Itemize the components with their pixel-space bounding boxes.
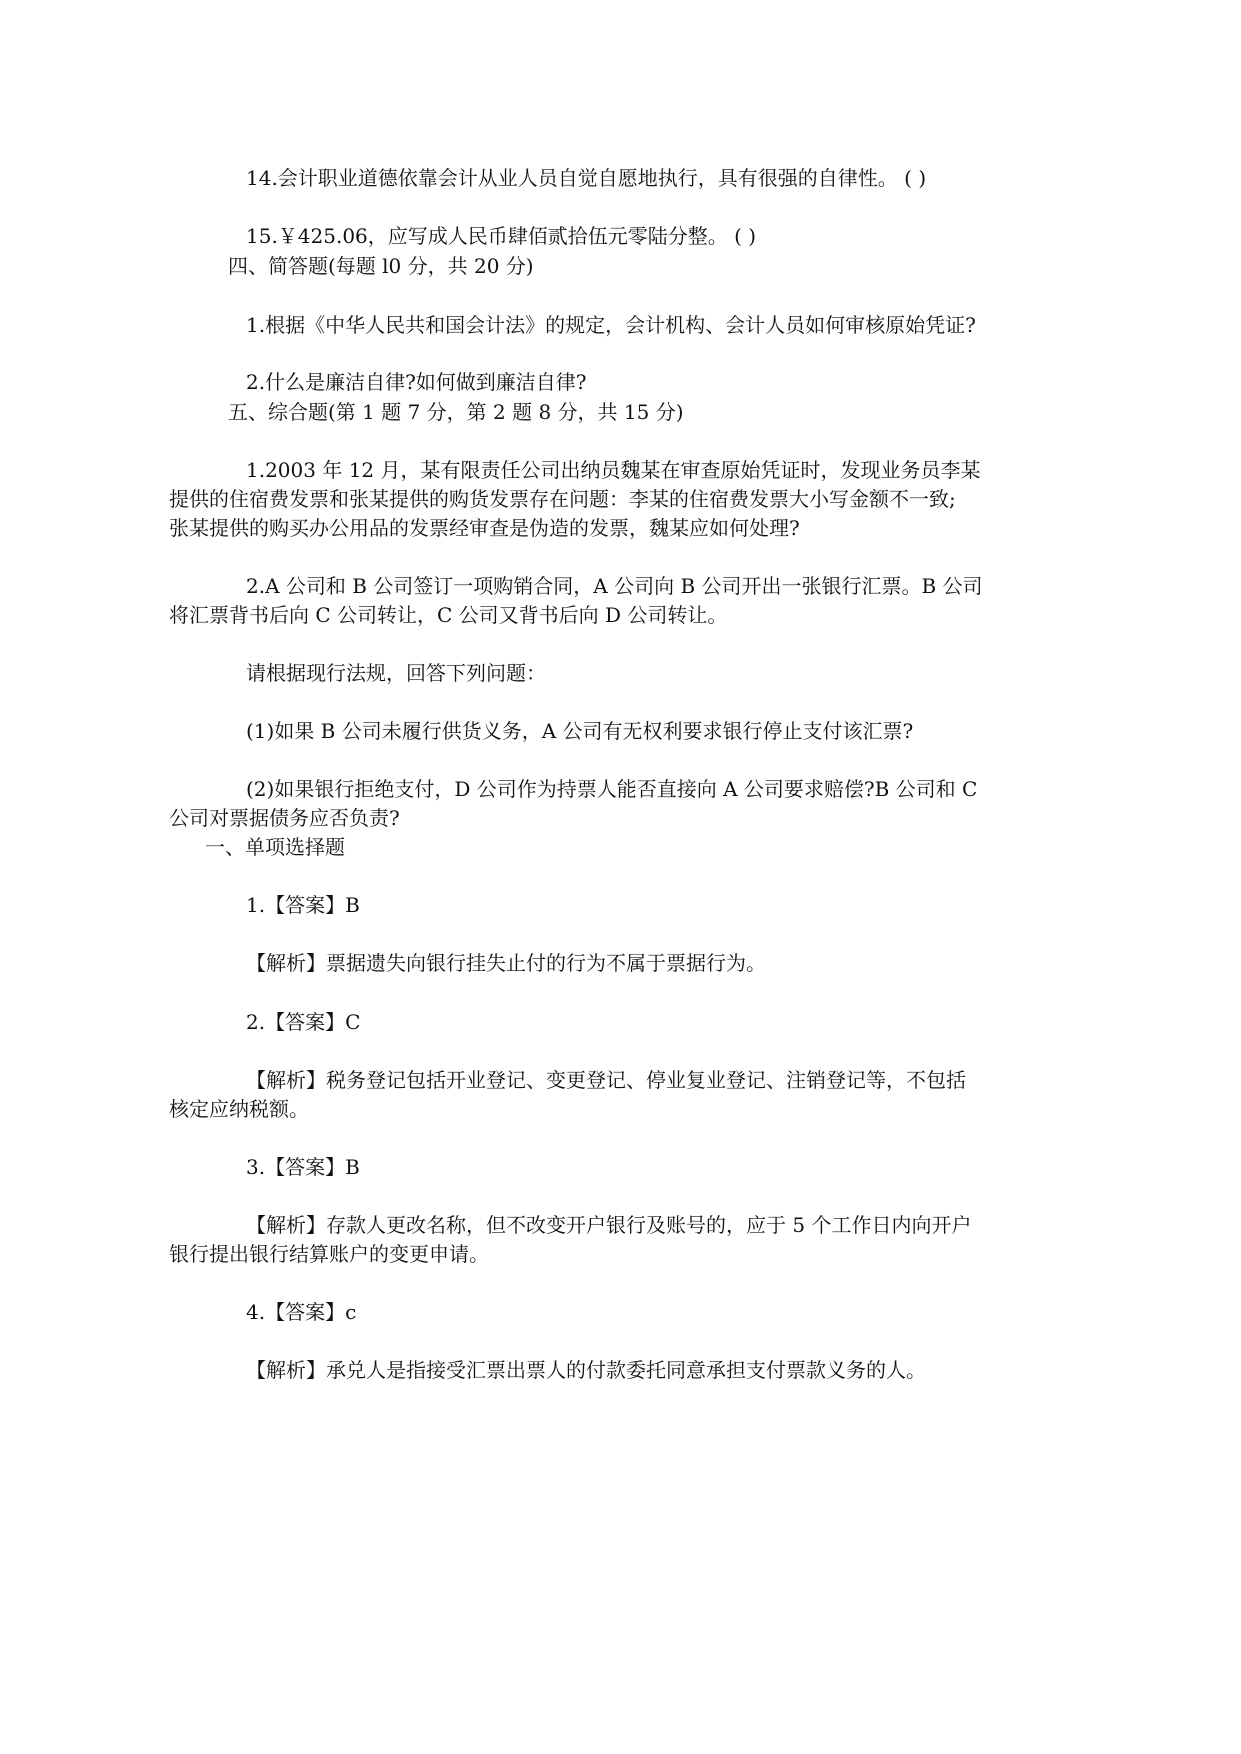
analysis-4: 【解析】承兑人是指接受汇票出票人的付款委托同意承担支付票款义务的人。 [246,1358,926,1382]
sub-question-2-line-2: 公司对票据债务应否负责? [169,806,400,830]
instruction-line: 请根据现行法规，回答下列问题： [246,661,546,685]
analysis-2-line-1: 【解析】税务登记包括开业登记、变更登记、停业复业登记、注销登记等，不包括 [246,1068,966,1092]
answer-4: 4.【答案】c [246,1300,357,1324]
short-answer-question-1: 1.根据《中华人民共和国会计法》的规定，会计机构、会计人员如何审核原始凭证? [246,313,976,337]
question-14: 14.会计职业道德依靠会计从业人员自觉自愿地执行，具有很强的自律性。 ( ) [246,166,927,190]
analysis-1: 【解析】票据遗失向银行挂失止付的行为不属于票据行为。 [246,951,766,975]
answer-3: 3.【答案】B [246,1155,360,1179]
answer-section-heading: 一、单项选择题 [205,835,345,859]
short-answer-question-2: 2.什么是廉洁自律?如何做到廉洁自律? [246,370,587,394]
answer-2: 2.【答案】C [246,1010,361,1034]
comprehensive-question-2-line-1: 2.A 公司和 B 公司签订一项购销合同，A 公司向 B 公司开出一张银行汇票。B 公司 [246,574,983,598]
answer-1: 1.【答案】B [246,893,360,917]
analysis-3-line-1: 【解析】存款人更改名称，但不改变开户银行及账号的，应于 5 个工作日内向开户 [246,1213,972,1237]
comprehensive-question-1-line-3: 张某提供的购买办公用品的发票经审查是伪造的发票，魏某应如何处理? [169,516,800,540]
analysis-2-line-2: 核定应纳税额。 [169,1097,309,1121]
analysis-3-line-2: 银行提出银行结算账户的变更申请。 [169,1242,489,1266]
comprehensive-question-2-line-2: 将汇票背书后向 C 公司转让，C 公司又背书后向 D 公司转让。 [169,603,728,627]
sub-question-1: (1)如果 B 公司未履行供货义务，A 公司有无权利要求银行停止支付该汇票? [246,719,914,743]
comprehensive-question-1-line-1: 1.2003 年 12 月，某有限责任公司出纳员魏某在审查原始凭证时，发现业务员李某 [246,458,981,482]
comprehensive-question-1-line-2: 提供的住宿费发票和张某提供的购货发票存在问题：李某的住宿费发票大小写金额不一致; [169,487,956,511]
sub-question-2-line-1: (2)如果银行拒绝支付，D 公司作为持票人能否直接向 A 公司要求赔偿?B 公司和 C [246,777,978,801]
section-heading-short-answer: 四、简答题(每题 l0 分，共 20 分) [228,254,534,278]
section-heading-comprehensive: 五、综合题(第 1 题 7 分，第 2 题 8 分，共 15 分) [228,400,684,424]
question-15: 15.￥425.06，应写成人民币肆佰贰拾伍元零陆分整。 ( ) [246,224,757,248]
